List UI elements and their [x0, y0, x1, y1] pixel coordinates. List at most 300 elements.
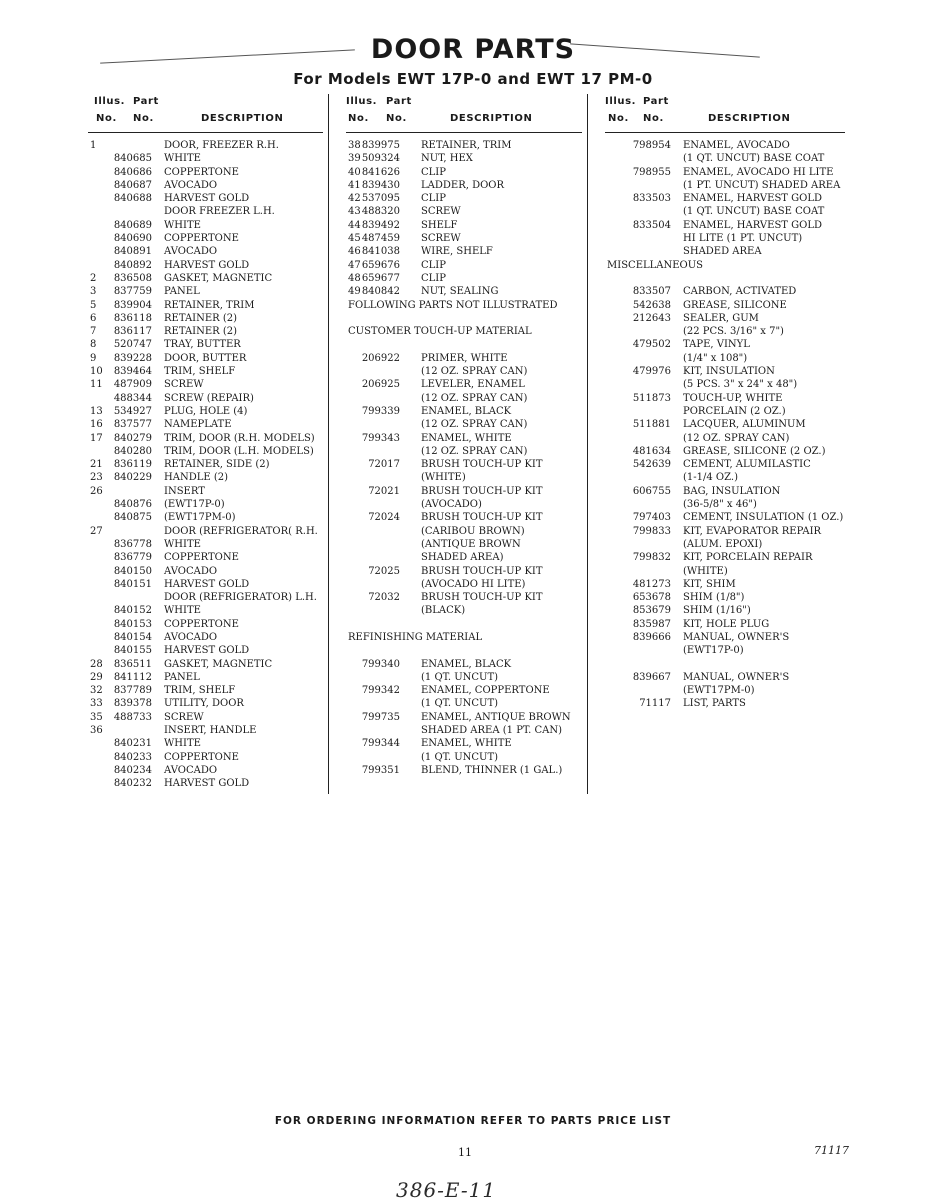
- table-row: [88, 737, 323, 750]
- table-row: [346, 551, 582, 564]
- table-row: [605, 485, 845, 498]
- part-description: GREASE, SILICONE: [683, 299, 787, 311]
- part-description: NUT, HEX: [421, 153, 473, 165]
- table-row: [346, 432, 582, 445]
- table-row: [346, 644, 582, 657]
- table-row: [346, 245, 582, 258]
- part-description: LADDER, DOOR: [421, 179, 505, 191]
- table-row: [88, 724, 323, 737]
- part-description: TOUCH-UP, WHITE: [683, 392, 783, 404]
- part-description: RETAINER, TRIM: [164, 299, 255, 311]
- illus-number: 32: [90, 685, 103, 697]
- part-number: 488733: [113, 711, 152, 723]
- table-row: [346, 604, 582, 617]
- illus-number: 47: [348, 259, 361, 271]
- table-row: [346, 671, 582, 684]
- part-description: LEVELER, ENAMEL: [421, 379, 525, 391]
- part-number: 840151: [113, 578, 152, 590]
- column-divider-1: [328, 94, 329, 794]
- illus-number: 23: [90, 472, 103, 484]
- illus-number: 2: [90, 272, 97, 284]
- part-number: 488320: [361, 206, 400, 218]
- table-row: [605, 525, 845, 538]
- part-number: 542639: [632, 459, 671, 471]
- part-number: 840690: [113, 233, 152, 245]
- column-header: [605, 94, 845, 133]
- table-row: [88, 631, 323, 644]
- table-row: [88, 205, 323, 218]
- part-number: 840234: [113, 764, 152, 776]
- table-row: [605, 511, 845, 524]
- table-row: [605, 392, 845, 405]
- table-row: [346, 418, 582, 431]
- table-row: [346, 591, 582, 604]
- table-row: [346, 259, 582, 272]
- part-description: (CARIBOU BROWN): [421, 525, 525, 537]
- part-description: COPPERTONE: [164, 233, 239, 245]
- part-description: (12 OZ. SPRAY CAN): [683, 432, 790, 444]
- table-row: [346, 511, 582, 524]
- table-row: [346, 684, 582, 697]
- part-number: 799832: [632, 552, 671, 564]
- table-row: [346, 565, 582, 578]
- part-number: 840233: [113, 751, 152, 763]
- part-description: SHADED AREA): [421, 552, 504, 564]
- part-description: DOOR FREEZER L.H.: [164, 206, 275, 218]
- parts-column-2: [346, 94, 582, 777]
- section-heading: FOLLOWING PARTS NOT ILLUSTRATED: [348, 299, 558, 311]
- table-row: [605, 232, 845, 245]
- part-number: 71117: [639, 698, 671, 710]
- part-description: BAG, INSULATION: [683, 485, 781, 497]
- part-number: 72021: [368, 485, 400, 497]
- illus-number: 42: [348, 193, 361, 205]
- part-description: RETAINER (2): [164, 312, 238, 324]
- part-description: (EWT17P-0): [683, 645, 744, 657]
- part-description: DOOR, FREEZER R.H.: [164, 140, 279, 151]
- part-description: RETAINER, SIDE (2): [164, 459, 270, 471]
- part-number: 72025: [368, 565, 400, 577]
- illus-number: 6: [90, 312, 97, 324]
- illus-number: 7: [90, 326, 97, 338]
- part-description: (BLACK): [421, 605, 466, 617]
- table-row: [605, 538, 845, 551]
- column-header: [88, 94, 323, 133]
- header-no: No.: [608, 113, 629, 124]
- table-row: [605, 471, 845, 484]
- part-description: SCREW: [421, 233, 461, 245]
- table-row: [346, 272, 582, 285]
- part-description: WHITE: [164, 605, 201, 617]
- part-number: 840229: [113, 472, 152, 484]
- table-row: [88, 378, 323, 391]
- table-row: [605, 352, 845, 365]
- part-number: 839904: [113, 299, 152, 311]
- table-row: [88, 192, 323, 205]
- part-number: 833504: [632, 219, 671, 231]
- table-row: [605, 166, 845, 179]
- part-description: SHIM (1/8"): [683, 592, 745, 604]
- part-number: 839667: [632, 671, 671, 683]
- part-description: CEMENT, INSULATION (1 OZ.): [683, 512, 844, 524]
- part-number: 839228: [113, 352, 152, 364]
- part-number: 481273: [632, 578, 671, 590]
- part-number: 481634: [632, 445, 671, 457]
- table-row: [605, 139, 845, 152]
- part-number: 487459: [361, 233, 400, 245]
- table-row: [346, 724, 582, 737]
- table-row: [346, 139, 582, 152]
- table-row: [88, 232, 323, 245]
- part-description: SCREW: [164, 379, 204, 391]
- part-number: 853679: [632, 605, 671, 617]
- part-description: COPPERTONE: [164, 751, 239, 763]
- part-description: SHADED AREA: [683, 246, 762, 258]
- part-number: 840687: [113, 179, 152, 191]
- table-row: [88, 352, 323, 365]
- table-row: [346, 338, 582, 351]
- parts-list: [346, 139, 582, 777]
- table-row: [88, 684, 323, 697]
- part-number: 534927: [113, 405, 152, 417]
- part-description: (12 OZ. SPRAY CAN): [421, 445, 528, 457]
- part-description: PLUG, HOLE (4): [164, 405, 248, 417]
- part-description: PANEL: [164, 671, 200, 683]
- header-part: Part: [386, 96, 412, 107]
- parts-column-1: [88, 94, 323, 791]
- part-description: LACQUER, ALUMINUM: [683, 419, 806, 431]
- header-description: DESCRIPTION: [450, 113, 533, 124]
- table-row: [88, 538, 323, 551]
- page-title: DOOR PARTS: [370, 34, 576, 65]
- part-description: (AVOCADO): [421, 499, 482, 511]
- illus-number: 21: [90, 459, 103, 471]
- part-description: SHADED AREA (1 PT. CAN): [421, 725, 563, 737]
- part-description: HARVEST GOLD: [164, 578, 250, 590]
- part-number: 839430: [361, 179, 400, 191]
- page-number: 11: [458, 1146, 472, 1159]
- part-number: 542638: [632, 299, 671, 311]
- table-row: [88, 604, 323, 617]
- part-description: RETAINER (2): [164, 326, 238, 338]
- part-number: 798954: [632, 140, 671, 151]
- part-number: 840155: [113, 645, 152, 657]
- illus-number: 3: [90, 286, 97, 298]
- table-row: [88, 325, 323, 338]
- part-description: MANUAL, OWNER'S: [683, 671, 790, 683]
- table-row: [88, 591, 323, 604]
- table-row: [346, 405, 582, 418]
- illus-number: 39: [348, 153, 361, 165]
- table-row: [605, 405, 845, 418]
- part-number: 836779: [113, 552, 152, 564]
- part-number: 659677: [361, 272, 400, 284]
- illus-number: 16: [90, 419, 103, 431]
- part-description: (ALUM. EPOXI): [683, 538, 763, 550]
- part-description: KIT, HOLE PLUG: [683, 618, 770, 630]
- part-description: ENAMEL, WHITE: [421, 432, 512, 444]
- part-description: INSERT, HANDLE: [164, 725, 257, 737]
- part-number: 836508: [113, 272, 152, 284]
- table-row: [605, 285, 845, 298]
- part-description: HARVEST GOLD: [164, 193, 250, 205]
- table-row: [88, 777, 323, 790]
- table-row: [346, 166, 582, 179]
- part-description: TRIM, SHELF: [164, 685, 236, 697]
- table-row: [346, 152, 582, 165]
- table-row: [605, 631, 845, 644]
- table-row: [605, 644, 845, 657]
- table-row: [346, 658, 582, 671]
- table-row: [346, 299, 582, 312]
- illus-number: 13: [90, 405, 103, 417]
- illus-number: 38: [348, 140, 361, 151]
- handwritten-note: 386-E-11: [396, 1178, 497, 1202]
- part-description: DOOR (REFRIGERATOR( R.H.: [164, 525, 318, 537]
- part-description: BRUSH TOUCH-UP KIT: [421, 592, 543, 604]
- table-row: [346, 631, 582, 644]
- part-description: NAMEPLATE: [164, 419, 232, 431]
- table-row: [346, 285, 582, 298]
- part-description: AVOCADO: [164, 179, 218, 191]
- table-row: [88, 365, 323, 378]
- part-description: (AVOCADO HI LITE): [421, 578, 526, 590]
- table-row: [605, 671, 845, 684]
- illus-number: 49: [348, 286, 361, 298]
- table-row: [88, 498, 323, 511]
- table-row: [605, 325, 845, 338]
- part-number: 797403: [632, 512, 671, 524]
- part-description: TRIM, DOOR (R.H. MODELS): [164, 432, 315, 444]
- part-number: 833503: [632, 193, 671, 205]
- part-number: 488344: [113, 392, 152, 404]
- part-number: 799344: [361, 738, 400, 750]
- header-no: No.: [133, 113, 154, 124]
- header-part: Part: [133, 96, 159, 107]
- table-row: [346, 764, 582, 777]
- parts-list: [88, 139, 323, 791]
- part-number: 840875: [113, 512, 152, 524]
- part-number: 836511: [113, 658, 152, 670]
- part-number: 520747: [113, 339, 152, 351]
- section-heading: MISCELLANEOUS: [607, 259, 704, 271]
- part-description: (5 PCS. 3" x 24" x 48"): [683, 379, 798, 391]
- header-illus: Illus.: [605, 96, 637, 107]
- part-description: SHIM (1/16"): [683, 605, 751, 617]
- illus-number: 10: [90, 366, 103, 378]
- table-row: [346, 445, 582, 458]
- part-number: 840154: [113, 631, 152, 643]
- part-number: 799340: [361, 658, 400, 670]
- part-description: INSERT: [164, 485, 205, 497]
- table-row: [346, 471, 582, 484]
- part-description: (22 PCS. 3/16" x 7"): [683, 326, 784, 338]
- table-row: [88, 285, 323, 298]
- part-number: 606755: [632, 485, 671, 497]
- part-number: 837789: [113, 685, 152, 697]
- table-row: [605, 338, 845, 351]
- part-number: 837759: [113, 286, 152, 298]
- part-number: 839378: [113, 698, 152, 710]
- part-description: KIT, PORCELAIN REPAIR: [683, 552, 813, 564]
- illus-number: 28: [90, 658, 103, 670]
- part-description: WHITE: [164, 153, 201, 165]
- part-description: HARVEST GOLD: [164, 645, 250, 657]
- table-row: [88, 618, 323, 631]
- table-row: [88, 485, 323, 498]
- part-description: (12 OZ. SPRAY CAN): [421, 366, 528, 378]
- part-description: COPPERTONE: [164, 618, 239, 630]
- column-divider-2: [587, 94, 588, 794]
- part-description: RETAINER, TRIM: [421, 140, 512, 151]
- illus-number: 41: [348, 179, 361, 191]
- table-row: [346, 365, 582, 378]
- illus-number: 45: [348, 233, 361, 245]
- table-row: [605, 299, 845, 312]
- part-number: 206922: [361, 352, 400, 364]
- part-number: 836117: [113, 326, 152, 338]
- part-description: BRUSH TOUCH-UP KIT: [421, 485, 543, 497]
- table-row: [88, 219, 323, 232]
- part-number: 836118: [113, 312, 152, 324]
- part-description: (WHITE): [421, 472, 466, 484]
- part-description: AVOCADO: [164, 246, 218, 258]
- table-row: [346, 219, 582, 232]
- part-number: 840280: [113, 445, 152, 457]
- table-row: [88, 272, 323, 285]
- table-row: [605, 378, 845, 391]
- table-row: [88, 644, 323, 657]
- part-number: 839666: [632, 631, 671, 643]
- table-row: [605, 578, 845, 591]
- part-description: BRUSH TOUCH-UP KIT: [421, 459, 543, 471]
- part-description: UTILITY, DOOR: [164, 698, 244, 710]
- part-description: (EWT17PM-0): [164, 512, 236, 524]
- part-description: BLEND, THINNER (1 GAL.): [421, 764, 563, 776]
- table-row: [605, 245, 845, 258]
- illus-number: 43: [348, 206, 361, 218]
- part-description: SHELF: [421, 219, 458, 231]
- part-description: CARBON, ACTIVATED: [683, 286, 797, 298]
- table-row: [346, 192, 582, 205]
- header-no: No.: [96, 113, 117, 124]
- part-description: ENAMEL, HARVEST GOLD: [683, 193, 822, 205]
- part-description: BRUSH TOUCH-UP KIT: [421, 512, 543, 524]
- part-description: CLIP: [421, 166, 446, 178]
- table-row: [346, 205, 582, 218]
- part-description: CLIP: [421, 259, 446, 271]
- table-row: [605, 365, 845, 378]
- part-description: SCREW: [421, 206, 461, 218]
- part-number: 840876: [113, 499, 152, 511]
- table-row: [88, 697, 323, 710]
- part-description: AVOCADO: [164, 565, 218, 577]
- part-number: 72024: [368, 512, 400, 524]
- part-description: AVOCADO: [164, 631, 218, 643]
- part-description: (1 QT. UNCUT): [421, 698, 499, 710]
- part-description: KIT, SHIM: [683, 578, 736, 590]
- document-code: 71117: [814, 1144, 849, 1157]
- table-row: [346, 618, 582, 631]
- table-row: [605, 418, 845, 431]
- part-description: (1 QT. UNCUT): [421, 751, 499, 763]
- part-description: TRIM, DOOR (L.H. MODELS): [164, 445, 314, 457]
- column-header: [346, 94, 582, 133]
- part-description: (1 QT. UNCUT) BASE COAT: [683, 206, 825, 218]
- table-row: [88, 245, 323, 258]
- part-number: 840150: [113, 565, 152, 577]
- part-number: 835987: [632, 618, 671, 630]
- table-row: [346, 711, 582, 724]
- table-row: [346, 179, 582, 192]
- part-number: 836778: [113, 538, 152, 550]
- part-description: AVOCADO: [164, 764, 218, 776]
- table-row: [88, 658, 323, 671]
- part-description: COPPERTONE: [164, 552, 239, 564]
- part-number: 799342: [361, 685, 400, 697]
- header-no: No.: [348, 113, 369, 124]
- part-description: HI LITE (1 PT. UNCUT): [683, 233, 803, 245]
- table-row: [605, 618, 845, 631]
- illus-number: 36: [90, 725, 103, 737]
- part-number: 511873: [632, 392, 671, 404]
- part-number: 479976: [632, 366, 671, 378]
- part-description: WHITE: [164, 738, 201, 750]
- part-number: 206925: [361, 379, 400, 391]
- table-row: [346, 751, 582, 764]
- part-description: (12 OZ. SPRAY CAN): [421, 392, 528, 404]
- table-row: [346, 578, 582, 591]
- table-row: [88, 299, 323, 312]
- table-row: [605, 697, 845, 710]
- table-row: [88, 671, 323, 684]
- table-row: [605, 272, 845, 285]
- ordering-footer: FOR ORDERING INFORMATION REFER TO PARTS PRICE LIST: [274, 1115, 672, 1127]
- part-description: KIT, INSULATION: [683, 366, 775, 378]
- part-description: (WHITE): [683, 565, 728, 577]
- part-number: 841038: [361, 246, 400, 258]
- part-description: GREASE, SILICONE (2 OZ.): [683, 445, 826, 457]
- part-number: 509324: [361, 153, 400, 165]
- part-description: CEMENT, ALUMILASTIC: [683, 459, 811, 471]
- part-number: 833507: [632, 286, 671, 298]
- table-row: [605, 658, 845, 671]
- part-description: CLIP: [421, 193, 446, 205]
- part-description: HARVEST GOLD: [164, 778, 250, 790]
- table-row: [346, 458, 582, 471]
- illus-number: 44: [348, 219, 361, 231]
- header-illus: Illus.: [346, 96, 378, 107]
- table-row: [88, 259, 323, 272]
- header-description: DESCRIPTION: [201, 113, 284, 124]
- table-row: [88, 471, 323, 484]
- table-row: [605, 498, 845, 511]
- part-description: MANUAL, OWNER'S: [683, 631, 790, 643]
- part-number: 487909: [113, 379, 152, 391]
- table-row: [88, 565, 323, 578]
- part-description: SEALER, GUM: [683, 312, 759, 324]
- part-number: 537095: [361, 193, 400, 205]
- table-row: [88, 432, 323, 445]
- part-number: 840231: [113, 738, 152, 750]
- illus-number: 17: [90, 432, 103, 444]
- part-description: (ANTIQUE BROWN: [421, 538, 521, 550]
- part-number: 798955: [632, 166, 671, 178]
- part-number: 212643: [632, 312, 671, 324]
- part-description: GASKET, MAGNETIC: [164, 272, 273, 284]
- part-description: TRIM, SHELF: [164, 366, 236, 378]
- part-description: ENAMEL, ANTIQUE BROWN: [421, 711, 571, 723]
